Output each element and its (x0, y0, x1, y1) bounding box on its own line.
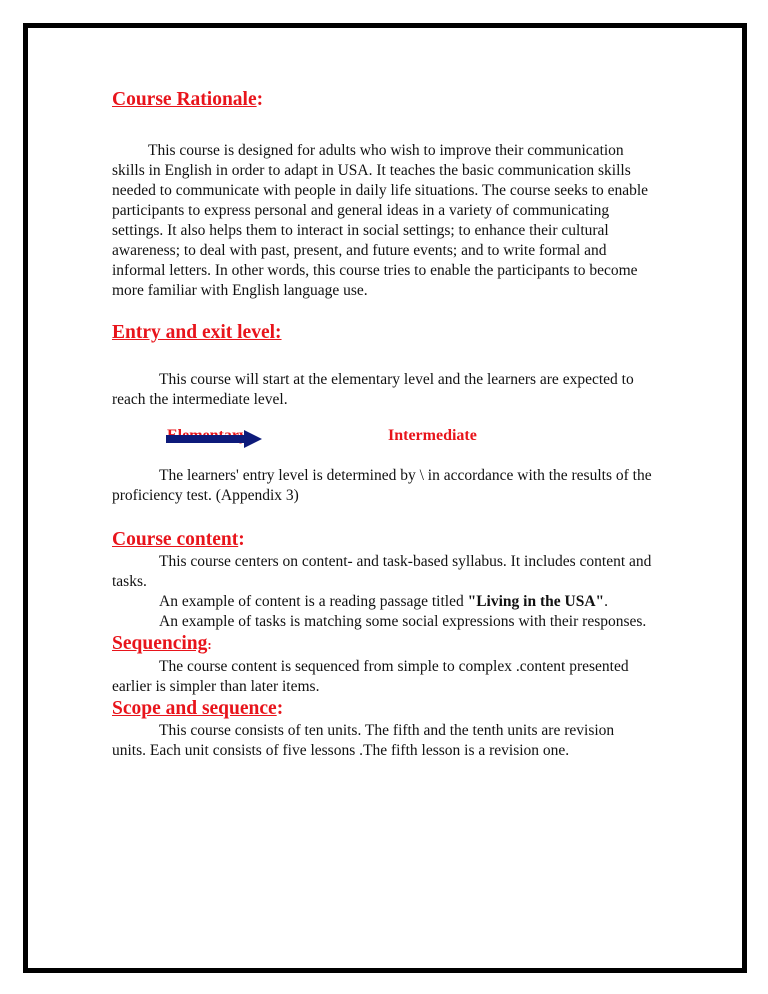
sequencing-heading: Sequencing: (112, 633, 212, 654)
progression-arrow-icon (166, 430, 262, 448)
reading-passage-title: "Living in the USA" (467, 593, 605, 610)
scope-sequence-text: This course consists of ten units. The fifth and the tenth units are revision units. Each unit consists of five lessons .The fifth lesson is a revision one. (112, 722, 615, 759)
entry-level-text: The learners' entry level is determined by \ in accordance with the results of the proficiency test. (Appendix 3) (112, 467, 652, 504)
course-content-heading: Course content: (112, 529, 245, 550)
level-progression (112, 422, 652, 452)
document-body (112, 88, 652, 761)
task-example-text: An example of tasks is matching some social expressions with their responses. (159, 613, 647, 630)
course-rationale-heading: Course Rationale: (112, 89, 264, 110)
content-example-text: An example of content is a reading passage titled "Living in the USA". (159, 593, 608, 610)
scope-sequence-heading: Scope and sequence: (112, 698, 284, 719)
course-content-text: This course centers on content- and task-based syllabus. It includes content and tasks. (112, 553, 652, 590)
sequencing-text: The course content is sequenced from simple to complex .content presented earlier is simpler than later items. (112, 658, 629, 695)
entry-exit-heading: Entry and exit level: (112, 322, 282, 343)
course-rationale-text: This course is designed for adults who wish to improve their communication skills in English in order to adapt in USA. It teaches the basic communication skills needed to communicate with people in daily life situations. The course seeks to enable participants to express personal and general ideas in a variety of communicating settings. It also helps them to interact in social settings; to enhance their cultural awareness; to deal with past, present, and future events; and to write formal and informal letters. In other words, this course tries to enable the participants to become more familiar with English language use. (112, 142, 649, 299)
entry-exit-text: This course will start at the elementary level and the learners are expected to reach the intermediate level. (112, 371, 634, 408)
intermediate-label: Intermediate (388, 427, 477, 444)
